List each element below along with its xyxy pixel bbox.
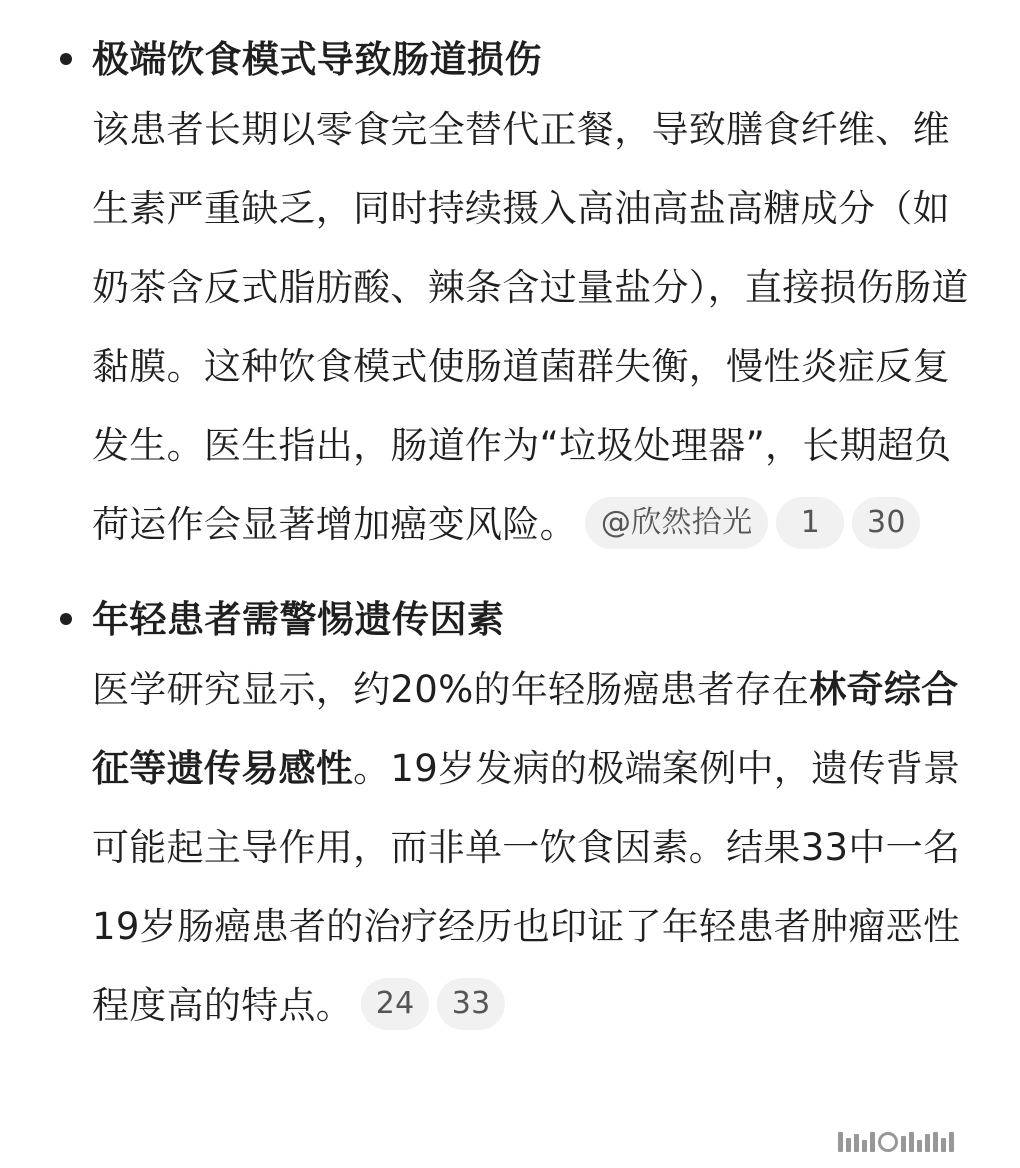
paragraph-text: 医学研究显示，约20%的年轻肠癌患者存在 (92, 668, 810, 711)
paragraph-text: 该患者长期以零食完全替代正餐，导致膳食纤维、维生素严重缺乏，同时持续摄入高油高盐高糖成分（如奶茶含反式脂肪酸、辣条含过量盐分），直接损伤肠道黏膜。这种饮食模式使肠道菌群失衡，慢性炎症反复发生。医生指出，肠道作为“垃圾处理器”，长期超负荷运作会显著增加癌变风险。 (92, 108, 969, 546)
reference-chip[interactable]: 30 (852, 497, 920, 549)
bullet-dot-icon (60, 613, 72, 625)
paragraph-text: 。19岁发病的极端案例中，遗传背景可能起主导作用，而非单一饮食因素。结果33中一名19岁肠癌患者的治疗经历也印证了年轻患者肿瘤恶性程度高的特点。 (92, 747, 961, 1027)
section-heading: 年轻患者需警惕遗传因素 (92, 598, 505, 641)
bullet-dot-icon (60, 53, 72, 65)
section-diet-damage (0, 0, 1020, 564)
section-paragraph (92, 90, 980, 564)
reference-chip[interactable]: 33 (437, 978, 505, 1030)
watermark-logo-icon (838, 1130, 998, 1152)
reference-chip[interactable]: 1 (776, 497, 844, 549)
section-heading: 极端饮食模式导致肠道损伤 (92, 38, 542, 81)
section-genetic-factors (0, 590, 1020, 1045)
source-chip[interactable]: @欣然拾光 (585, 497, 769, 549)
bold-text: 林奇综合征等遗传易感性 (92, 668, 959, 790)
reference-chip[interactable]: 24 (361, 978, 429, 1030)
section-paragraph (92, 650, 980, 1045)
